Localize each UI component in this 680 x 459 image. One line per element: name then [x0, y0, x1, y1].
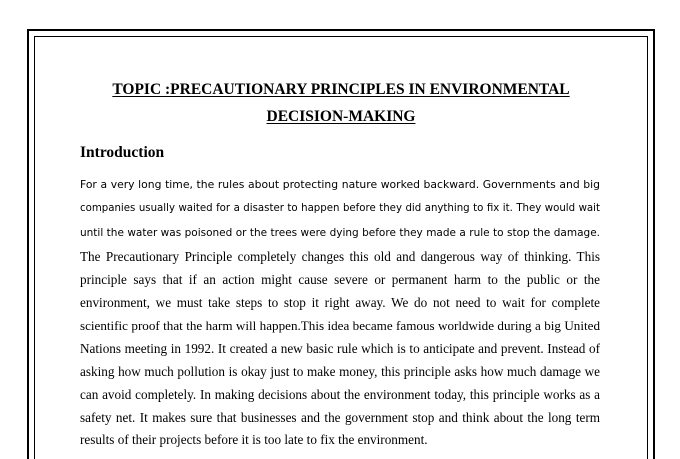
section-heading-introduction: Introduction: [80, 144, 165, 161]
topic-title-line-2: DECISION-MAKING: [266, 108, 416, 125]
body-text-line: can avoid completely. In making decisions about the environment today, this principle works as a: [80, 387, 600, 402]
body-text-line: asking how much pollution is okay just to make money, this principle asks how much damage we: [80, 364, 600, 379]
body-text-line: companies usually waited for a disaster to happen before they did anything to fix it. They would wait: [80, 203, 600, 214]
body-text-line: results of their projects before it is too late to fix the environment.: [80, 432, 428, 447]
body-text-line: principle says that if an action might cause severe or permanent harm to the public or the: [80, 272, 600, 287]
body-text-line: Nations meeting in 1992. It created a new basic rule which is to anticipate and prevent. Instead of: [80, 341, 600, 356]
topic-title-line-1: TOPIC :PRECAUTIONARY PRINCIPLES IN ENVIRONMENTAL: [112, 81, 570, 98]
body-text-line: until the water was poisoned or the trees were dying before they made a rule to stop the damage.: [80, 227, 600, 239]
body-text-line: For a very long time, the rules about protecting nature worked backward. Governments and big: [80, 178, 600, 191]
body-text-line: scientific proof that the harm will happen.This idea became famous worldwide during a big United: [80, 318, 600, 333]
body-text-line: safety net. It makes sure that businesses and the government stop and think about the long term: [80, 410, 600, 425]
body-text-line: The Precautionary Principle completely changes this old and dangerous way of thinking. This: [80, 249, 600, 264]
body-text-line: environment, we must take steps to stop it right away. We do not need to wait for complete: [80, 295, 600, 310]
